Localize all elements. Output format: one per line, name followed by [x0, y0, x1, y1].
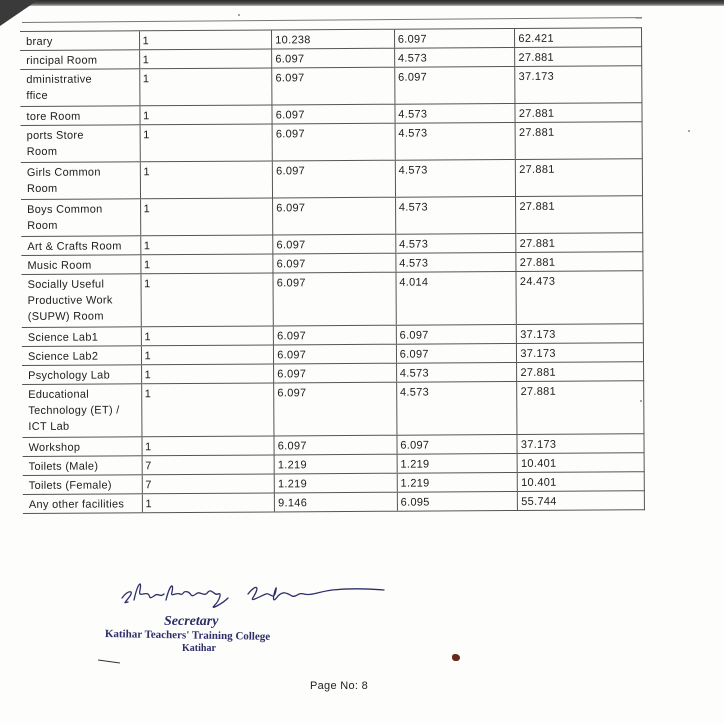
room-area-cell: 27.881	[515, 47, 642, 67]
signatory-title: Secretary	[164, 614, 219, 629]
table-row	[20, 66, 642, 107]
room-length-cell: 6.097	[273, 253, 396, 273]
room-area-cell: 27.881	[517, 381, 644, 435]
room-width-cell: 4.573	[395, 122, 516, 160]
room-length-cell: 6.097	[272, 160, 395, 198]
room-count-cell: 1	[140, 105, 273, 125]
room-count-cell: 1	[141, 345, 274, 365]
room-name-cell: Workshop	[22, 437, 141, 457]
room-count-cell: 1	[141, 273, 274, 327]
room-length-cell: 6.097	[272, 48, 395, 68]
table-row	[21, 159, 643, 200]
room-count-cell: 7	[142, 474, 275, 494]
room-length-cell: 6.097	[273, 197, 396, 235]
handwritten-signature	[118, 576, 398, 616]
room-width-cell: 4.573	[395, 103, 516, 123]
room-area-cell: 27.881	[517, 362, 644, 382]
room-count-cell: 1	[139, 68, 272, 106]
room-length-cell: 1.219	[274, 454, 397, 474]
room-width-cell: 1.219	[397, 472, 518, 492]
ink-blot	[452, 654, 460, 661]
room-name-cell: tore Room	[20, 106, 139, 126]
room-name-cell: brary	[20, 31, 139, 51]
room-count-cell: 1	[140, 124, 273, 162]
room-count-cell: 1	[139, 49, 272, 69]
signatory-organization: Katihar Teachers' Training College	[104, 628, 271, 643]
page-number: Page No: 8	[310, 680, 369, 692]
room-width-cell: 6.095	[397, 491, 518, 511]
room-area-cell: 27.881	[515, 103, 642, 123]
room-width-cell: 6.097	[394, 66, 515, 104]
room-width-cell: 6.097	[396, 324, 517, 344]
room-count-cell: 1	[140, 235, 273, 255]
room-area-cell: 27.881	[516, 252, 643, 272]
room-width-cell: 1.219	[397, 453, 518, 473]
room-count-cell: 1	[141, 326, 274, 346]
room-length-cell: 1.219	[274, 473, 397, 493]
stray-pen-mark	[98, 659, 120, 663]
room-count-cell: 1	[140, 161, 273, 199]
room-name-cell: Science Lab1	[22, 327, 141, 347]
rooms-table-container	[20, 27, 645, 514]
room-count-cell: 7	[142, 455, 275, 475]
room-name-cell: ports Store Room	[21, 125, 140, 163]
room-length-cell: 6.097	[272, 104, 395, 124]
signature-stroke	[122, 584, 384, 607]
room-area-cell: 37.173	[515, 66, 642, 104]
room-width-cell: 4.573	[395, 159, 516, 197]
signatory-city: Katihar	[182, 643, 216, 654]
room-width-cell: 6.097	[396, 343, 517, 363]
room-length-cell: 10.238	[272, 29, 395, 49]
room-width-cell: 4.573	[395, 196, 516, 234]
room-length-cell: 6.097	[273, 272, 396, 326]
room-name-cell: Music Room	[21, 255, 140, 275]
room-length-cell: 6.097	[274, 363, 397, 383]
rooms-table-body	[20, 28, 644, 514]
table-row	[23, 491, 645, 514]
room-width-cell: 4.014	[396, 271, 517, 325]
room-name-cell: Science Lab2	[22, 346, 141, 366]
room-count-cell: 1	[140, 254, 273, 274]
room-length-cell: 9.146	[275, 492, 398, 512]
scan-speck	[640, 400, 642, 402]
table-row	[21, 196, 643, 237]
room-width-cell: 6.097	[397, 434, 518, 454]
room-count-cell: 1	[140, 198, 273, 236]
room-length-cell: 6.097	[273, 325, 396, 345]
table-row	[21, 122, 643, 163]
table-row	[22, 381, 644, 438]
room-name-cell: Boys Common Room	[21, 199, 140, 237]
room-width-cell: 4.573	[394, 47, 515, 67]
room-area-cell: 62.421	[515, 28, 642, 48]
room-count-cell: 1	[142, 436, 275, 456]
room-area-cell: 10.401	[518, 472, 645, 492]
room-name-cell: Psychology Lab	[22, 365, 141, 385]
room-length-cell: 6.097	[274, 382, 397, 436]
room-width-cell: 4.573	[396, 233, 517, 253]
room-length-cell: 6.097	[274, 435, 397, 455]
room-width-cell: 4.573	[396, 381, 517, 435]
room-name-cell: Art & Crafts Room	[21, 236, 140, 256]
room-area-cell: 37.173	[517, 343, 644, 363]
room-name-cell: Toilets (Male)	[23, 456, 142, 476]
room-count-cell: 1	[141, 383, 274, 437]
room-area-cell: 27.881	[516, 159, 643, 197]
room-length-cell: 6.097	[272, 67, 395, 105]
scan-top-rule	[22, 17, 642, 23]
scan-speck	[688, 130, 690, 132]
room-area-cell: 37.173	[517, 434, 644, 454]
room-length-cell: 6.097	[273, 234, 396, 254]
room-name-cell: Any other facilities	[23, 494, 142, 514]
room-count-cell: 1	[142, 493, 275, 513]
room-length-cell: 6.097	[274, 344, 397, 364]
room-count-cell: 1	[139, 30, 272, 50]
room-length-cell: 6.097	[272, 123, 395, 161]
room-count-cell: 1	[141, 364, 274, 384]
room-name-cell: Socially Useful Productive Work (SUPW) Room	[21, 274, 140, 328]
room-area-cell: 27.881	[515, 122, 642, 160]
scan-binding-edge	[0, 0, 724, 6]
room-area-cell: 24.473	[516, 271, 643, 325]
table-row	[21, 271, 643, 328]
room-name-cell: rincipal Room	[20, 50, 139, 70]
room-width-cell: 4.573	[396, 362, 517, 382]
room-area-cell: 55.744	[518, 491, 645, 511]
room-name-cell: Girls Common Room	[21, 162, 140, 200]
room-area-cell: 37.173	[517, 324, 644, 344]
room-name-cell: Toilets (Female)	[23, 475, 142, 495]
room-area-cell: 27.881	[516, 196, 643, 234]
room-name-cell: Educational Technology (ET) / ICT Lab	[22, 384, 141, 438]
room-width-cell: 6.097	[394, 28, 515, 48]
room-name-cell: dministrative ffice	[20, 69, 139, 107]
rooms-table	[20, 27, 645, 514]
scan-speck	[238, 14, 240, 16]
room-area-cell: 27.881	[516, 233, 643, 253]
room-width-cell: 4.573	[396, 252, 517, 272]
room-area-cell: 10.401	[517, 453, 644, 473]
